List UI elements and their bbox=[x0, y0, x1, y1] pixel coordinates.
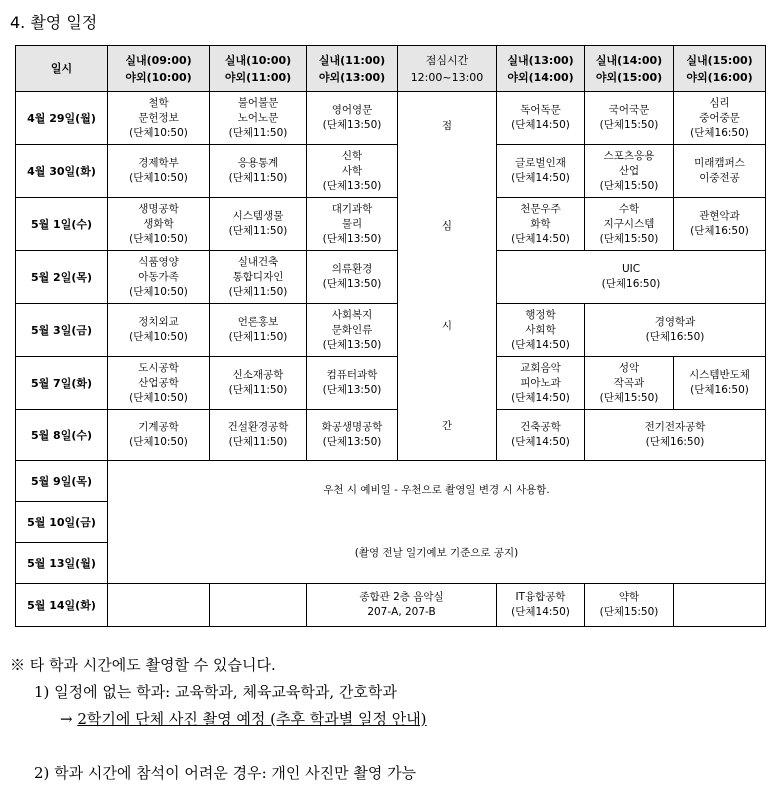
table-row bbox=[16, 584, 766, 627]
note-line: 1) 일정에 없는 학과: 교육학과, 체육교육학과, 간호학과 bbox=[34, 683, 397, 701]
header-slot-7: 실내(15:00) 야외(16:00) bbox=[674, 46, 766, 92]
schedule-cell: 스포츠응용 산업 (단체15:50) bbox=[585, 145, 674, 198]
row-date: 5월 1일(수) bbox=[16, 198, 108, 251]
schedule-cell: 의류환경 (단체13:50) bbox=[307, 251, 398, 304]
schedule-cell: 대기과학 물리 (단체13:50) bbox=[307, 198, 398, 251]
schedule-cell bbox=[674, 584, 766, 627]
row-date: 5월 2일(목) bbox=[16, 251, 108, 304]
schedule-cell: 약학 (단체15:50) bbox=[585, 584, 674, 627]
schedule-cell: 도시공학 산업공학 (단체10:50) bbox=[108, 357, 210, 410]
schedule-cell: 식품영양 아동가족 (단체10:50) bbox=[108, 251, 210, 304]
table-row bbox=[16, 92, 766, 145]
table-row bbox=[16, 145, 766, 198]
schedule-cell: 실내건축 통합디자인 (단체11:50) bbox=[210, 251, 307, 304]
row-date: 5월 8일(수) bbox=[16, 410, 108, 461]
header-date: 일시 bbox=[16, 46, 108, 92]
schedule-cell: 불어불문 노어노문 (단체11:50) bbox=[210, 92, 307, 145]
reserve-notice-cell bbox=[108, 461, 766, 584]
schedule-cell: 언론홍보 (단체11:50) bbox=[210, 304, 307, 357]
schedule-cell-merged: 종합관 2층 음악실 207-A, 207-B bbox=[307, 584, 497, 627]
schedule-cell: 심리 중어중문 (단체16:50) bbox=[674, 92, 766, 145]
schedule-cell: 교회음악 피아노과 (단체14:50) bbox=[497, 357, 585, 410]
schedule-cell: 건축공학 (단체14:50) bbox=[497, 410, 585, 461]
row-date: 5월 3일(금) bbox=[16, 304, 108, 357]
schedule-cell-merged: 전기전자공학 (단체16:50) bbox=[585, 410, 766, 461]
schedule-cell: 천문우주 화학 (단체14:50) bbox=[497, 198, 585, 251]
schedule-cell: IT융합공학 (단체14:50) bbox=[497, 584, 585, 627]
schedule-cell bbox=[108, 584, 210, 627]
table-row bbox=[16, 198, 766, 251]
schedule-cell: 독어독문 (단체14:50) bbox=[497, 92, 585, 145]
schedule-cell: 컴퓨터과학 (단체13:50) bbox=[307, 357, 398, 410]
schedule-cell: 응용통계 (단체11:50) bbox=[210, 145, 307, 198]
schedule-cell: 관현악과 (단체16:50) bbox=[674, 198, 766, 251]
table-row bbox=[16, 357, 766, 410]
header-slot-3: 실내(11:00) 야외(13:00) bbox=[307, 46, 398, 92]
section-title: 4. 촬영 일정 bbox=[10, 13, 98, 32]
table-row bbox=[16, 251, 766, 304]
row-date: 5월 14일(화) bbox=[16, 584, 108, 627]
header-slot-1: 실내(09:00) 야외(10:00) bbox=[108, 46, 210, 92]
table-row bbox=[16, 410, 766, 461]
schedule-cell bbox=[210, 584, 307, 627]
schedule-table bbox=[15, 45, 766, 627]
note-underlined: 2학기에 단체 사진 촬영 예정 (추후 학과별 일정 안내) bbox=[77, 710, 427, 728]
schedule-cell: 미래캠퍼스 이중전공 bbox=[674, 145, 766, 198]
note-line: ※ 타 학과 시간에도 촬영할 수 있습니다. bbox=[10, 656, 276, 674]
reserve-date: 5월 9일(목) bbox=[16, 461, 108, 502]
row-date: 4월 29일(월) bbox=[16, 92, 108, 145]
schedule-cell: 생명공학 생화학 (단체10:50) bbox=[108, 198, 210, 251]
reserve-date: 5월 13일(월) bbox=[16, 543, 108, 584]
reserve-row bbox=[16, 461, 766, 502]
row-date: 5월 7일(화) bbox=[16, 357, 108, 410]
schedule-cell: 수학 지구시스템 (단체15:50) bbox=[585, 198, 674, 251]
schedule-cell: 기계공학 (단체10:50) bbox=[108, 410, 210, 461]
header-row bbox=[16, 46, 766, 92]
schedule-cell: 사회복지 문화인류 (단체13:50) bbox=[307, 304, 398, 357]
header-lunch: 점심시간 12:00~13:00 bbox=[398, 46, 497, 92]
table-row bbox=[16, 304, 766, 357]
schedule-cell: 정치외교 (단체10:50) bbox=[108, 304, 210, 357]
schedule-cell: 화공생명공학 (단체13:50) bbox=[307, 410, 398, 461]
schedule-cell: 시스템생물 (단체11:50) bbox=[210, 198, 307, 251]
header-slot-2: 실내(10:00) 야외(11:00) bbox=[210, 46, 307, 92]
schedule-cell-merged: UIC (단체16:50) bbox=[497, 251, 766, 304]
reserve-notice: 우천 시 예비일 - 우천으로 촬영일 변경 시 사용함. bbox=[323, 484, 550, 496]
lunch-cell: 점 심 시 간 bbox=[398, 92, 497, 461]
schedule-cell: 글로벌인재 (단체14:50) bbox=[497, 145, 585, 198]
header-slot-5: 실내(13:00) 야외(14:00) bbox=[497, 46, 585, 92]
schedule-cell: 영어영문 (단체13:50) bbox=[307, 92, 398, 145]
reserve-subnotice: (촬영 전날 일기예보 기준으로 공지) bbox=[354, 547, 519, 559]
schedule-cell: 시스템반도체 (단체16:50) bbox=[674, 357, 766, 410]
note-line: 2) 학과 시간에 참석이 어려운 경우: 개인 사진만 촬영 가능 bbox=[34, 764, 417, 782]
schedule-cell: 철학 문헌정보 (단체10:50) bbox=[108, 92, 210, 145]
reserve-date: 5월 10일(금) bbox=[16, 502, 108, 543]
schedule-cell: 행정학 사회학 (단체14:50) bbox=[497, 304, 585, 357]
schedule-cell: 건설환경공학 (단체11:50) bbox=[210, 410, 307, 461]
schedule-cell: 경제학부 (단체10:50) bbox=[108, 145, 210, 198]
schedule-cell: 신학 사학 (단체13:50) bbox=[307, 145, 398, 198]
schedule-cell: 국어국문 (단체15:50) bbox=[585, 92, 674, 145]
notes bbox=[10, 652, 427, 787]
header-slot-6: 실내(14:00) 야외(15:00) bbox=[585, 46, 674, 92]
schedule-cell: 신소재공학 (단체11:50) bbox=[210, 357, 307, 410]
note-line bbox=[10, 706, 427, 733]
schedule-cell-merged: 경영학과 (단체16:50) bbox=[585, 304, 766, 357]
schedule-cell: 성악 작곡과 (단체15:50) bbox=[585, 357, 674, 410]
arrow-icon: → bbox=[60, 710, 78, 728]
row-date: 4월 30일(화) bbox=[16, 145, 108, 198]
